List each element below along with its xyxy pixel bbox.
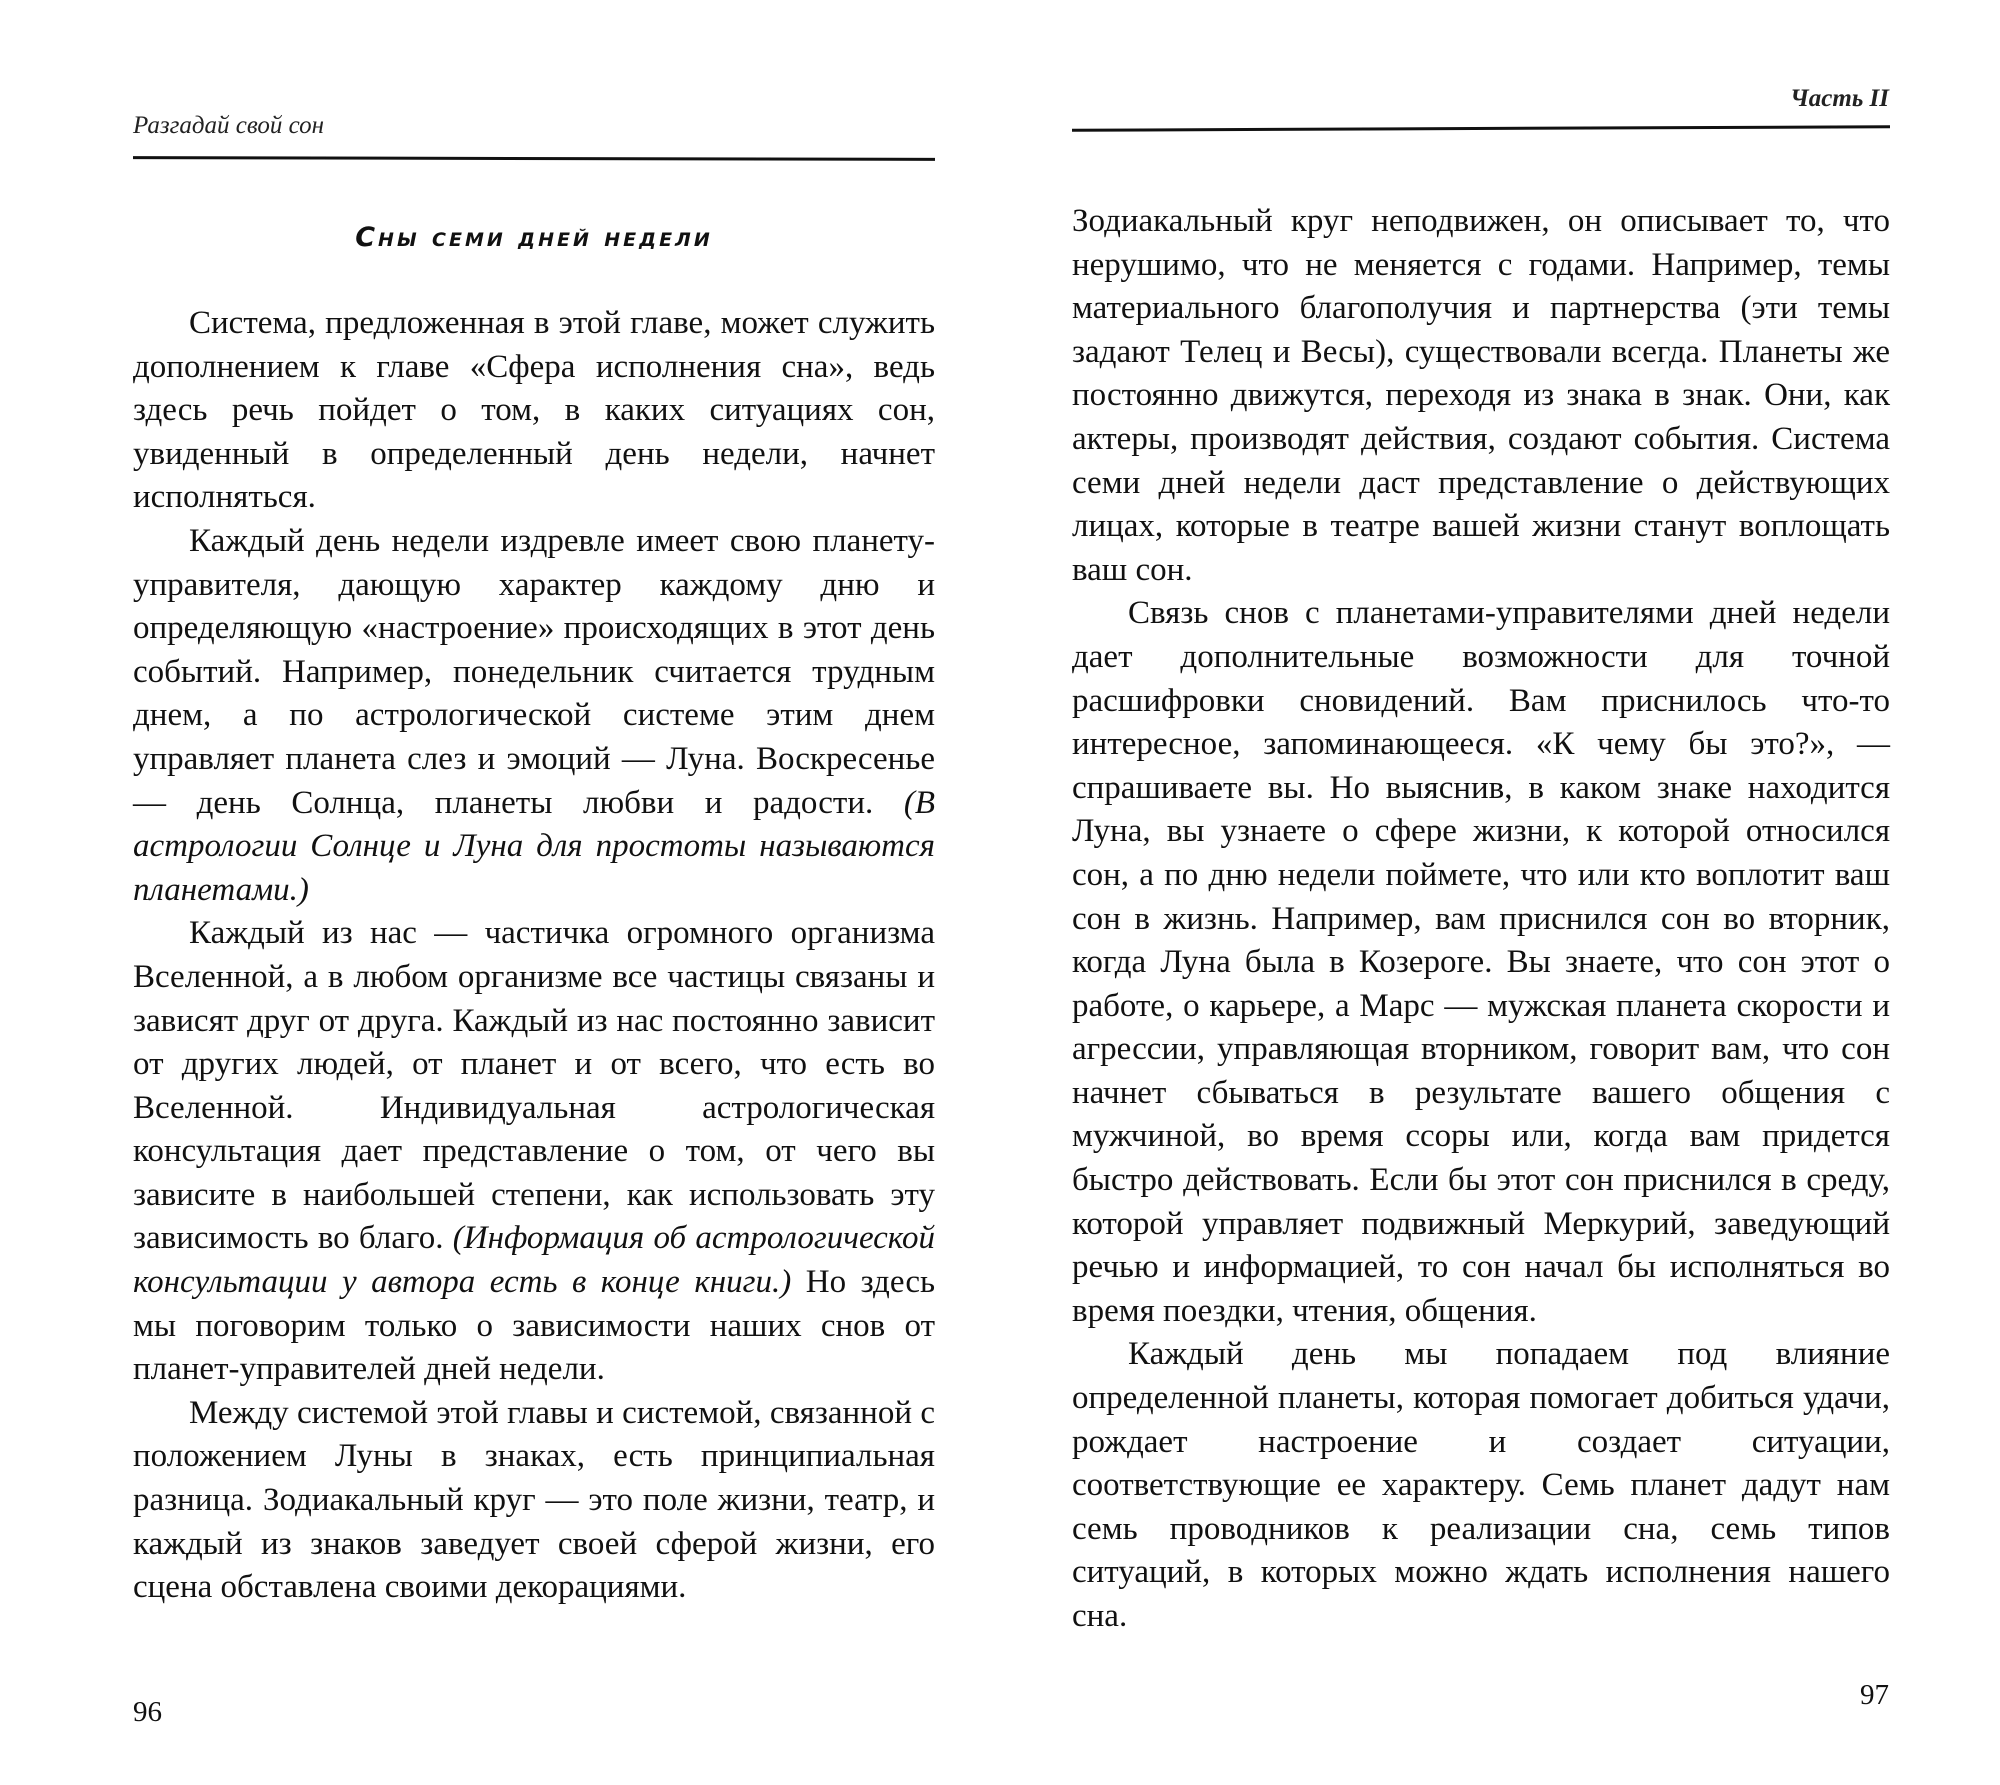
left-paragraph-1: Система, предложенная в этой главе, может служить дополнением к главе «Сфера исполнения сна», ведь здесь речь пойдет о том, в каких ситуациях сон, увиденный в определенный день недели, начнет исполняться. xyxy=(133,305,935,516)
left-paragraph-3-italic: (Информация об астрологической консультации у автора есть в конце книги.) xyxy=(133,1220,935,1301)
running-header-right: Часть II xyxy=(1790,85,1889,112)
left-paragraph-2-text: Каждый день недели издревле имеет свою планету-управителя, дающую характер каждому дню и определяющую «настроение» происходящих в этот день событий. Например, понедельник считается трудным днем, а по астрологической системе этим днем управляет планета слез и эмоций — Луна. Воскресенье — день Солнца, планеты любви и радости. xyxy=(133,522,935,821)
left-page xyxy=(0,0,990,1785)
page-number-right: 97 xyxy=(1860,1679,1889,1711)
left-text-column xyxy=(133,302,935,1610)
page-number-left: 96 xyxy=(133,1696,162,1728)
right-paragraph-2: Связь снов с планетами-управителями дней недели дает дополнительные возможности для точной расшифровки сновидений. Вам приснилось что-то интересное, запоминающееся. «К чему бы это?», — спрашиваете вы. Но выяснив, в каком знаке находится Луна, вы узнаете о сфере жизни, к которой относился сон, а по дню недели поймете, что или кто воплотит ваш сон в жизнь. Например, вам приснился сон во вторник, когда Луна была в Козероге. Вы знаете, что сон этот о работе, о карьере, а Марс — мужская планета скорости и агрессии, управляющая вторником, говорит вам, что сон начнет сбываться в результате вашего общения с мужчиной, во время ссоры или, когда вам придется быстро действовать. Если бы этот сон приснился в среду, которой управляет подвижный Меркурий, заведующий речью и информацией, то сон начал бы исполняться во время поездки, чтения, общения. xyxy=(1072,595,1890,1329)
header-rule-left xyxy=(133,156,935,161)
right-text-column xyxy=(1072,200,1890,1639)
right-page xyxy=(1010,0,2000,1785)
left-paragraph-3 xyxy=(133,912,935,1392)
left-paragraph-2-italic: (В астрологии Солнце и Луна для простоты называются планетами.) xyxy=(133,784,936,908)
left-paragraph-4: Между системой этой главы и системой, связанной с положением Луны в знаках, есть принципиальная разница. Зодиакальный круг — это поле жизни, театр, и каждый из знаков заведует своей сферой жизни, его сцена обставлена своими декорациями. xyxy=(133,1394,935,1606)
right-paragraph-1: Зодиакальный круг неподвижен, он описывает то, что нерушимо, что не меняется с годами. Например, темы материального благополучия и партнерства (эти темы задают Телец и Весы), существовали всегда. Планеты же постоянно движутся, переходя из знака в знак. Они, как актеры, производят действия, создают события. Система семи дней недели даст представление о действующих лицах, которые в театре вашей жизни станут воплощать ваш сон. xyxy=(1072,203,1890,588)
right-paragraph-3: Каждый день мы попадаем под влияние определенной планеты, которая помогает добиться удачи, рождает настроение и создает ситуации, соответствующие ее характеру. Семь планет дадут нам семь проводников к реализации сна, семь типов ситуаций, в которых можно ждать исполнения нашего сна. xyxy=(1072,1336,1890,1634)
left-paragraph-2 xyxy=(133,520,935,912)
left-paragraph-3-end: Но здесь мы поговорим только о зависимости наших снов от планет-управителей дней недели. xyxy=(133,1264,936,1388)
header-rule-right xyxy=(1072,125,1890,132)
running-header-left: Разгадай свой сон xyxy=(133,112,324,139)
chapter-title: Сны семи дней недели xyxy=(355,222,713,253)
left-paragraph-3-text: Каждый из нас — частичка огромного организма Вселенной, а в любом организме все частицы связаны и зависят друг от друга. Каждый из нас постоянно зависит от других людей, от планет и от всего, что есть во Вселенной. Индивидуальная астрологическая консультация дает представление о том, от чего вы зависите в наибольшей степени, как использовать эту зависимость во благо. xyxy=(133,915,935,1257)
